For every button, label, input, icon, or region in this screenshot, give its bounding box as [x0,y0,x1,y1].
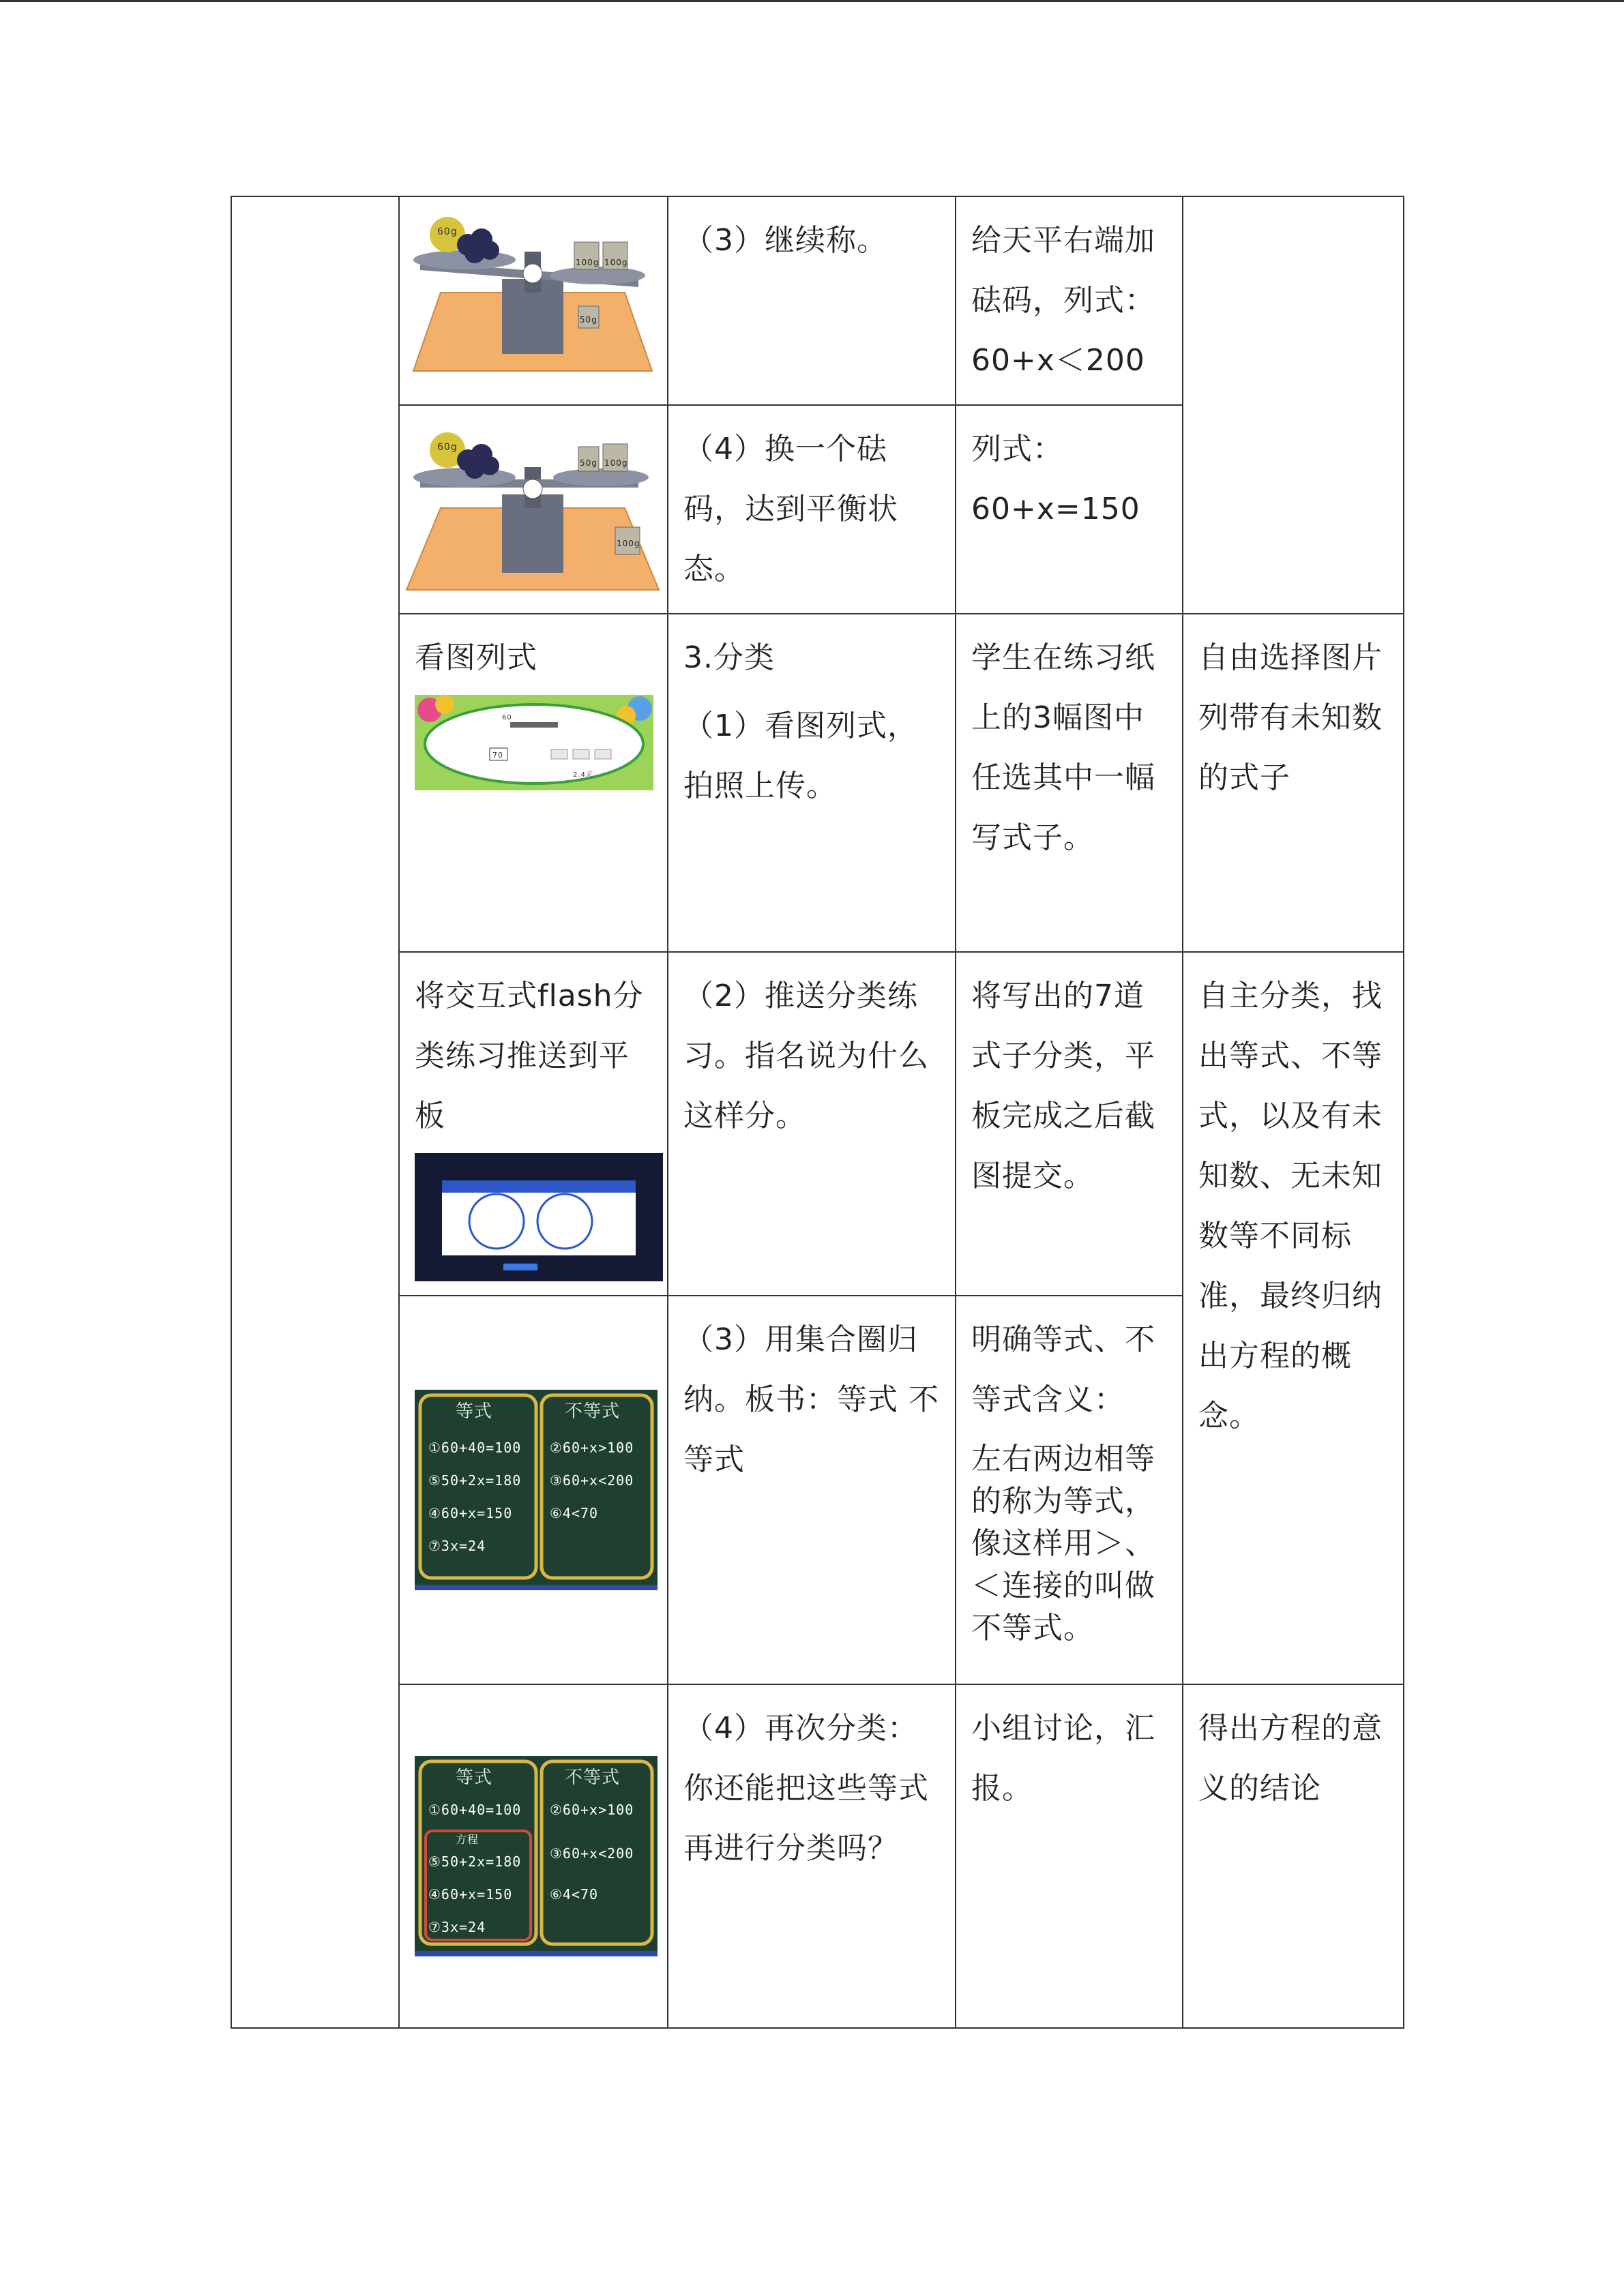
media-cell [399,1684,668,2028]
board-title: 不等式 [565,1768,621,1788]
weight-label: 100g [576,258,600,267]
board-equation: ④60+x=150 [428,1886,513,1903]
board-equation: ②60+x>100 [550,1440,634,1456]
board-equation: ①60+40=100 [428,1440,522,1456]
merged-first-column [231,196,399,2028]
activity-cell: （4）换一个砝码，达到平衡状态。 [668,405,956,614]
lesson-plan-table [231,196,1404,2029]
balance-scale-illustration [400,197,666,384]
board-subtitle: 方程 [456,1833,479,1846]
table-row [231,614,1404,952]
weight-label: 100g [604,258,628,267]
board-equation: ⑦3x=24 [428,1538,486,1554]
chalkboard-photo [415,1390,658,1590]
student-cell: 明确等式、不等式含义： 左右两边相等的称为等式，像这样用＞、＜连接的叫做不等式。 [956,1296,1183,1684]
board-equation: ①60+40=100 [428,1802,522,1818]
student-cell: 小组讨论，汇报。 [956,1684,1183,2028]
table-row [231,1684,1404,2028]
picture-equation-thumbnail [415,695,653,790]
board-title: 等式 [456,1401,493,1422]
top-rule [0,0,1624,2]
weight-label: 60g [437,226,458,237]
activity-cell: 3.分类 （1）看图列式，拍照上传。 [668,614,956,952]
student-cell: 学生在练习纸上的3幅图中任选其中一幅写式子。 [956,614,1183,952]
student-cell: 将写出的7道式子分类，平板完成之后截图提交。 [956,952,1183,1296]
media-caption: 看图列式 [415,640,537,675]
board-equation: ⑦3x=24 [428,1919,486,1935]
balance-image-1 [399,196,668,405]
weight-label: 50g [580,315,597,325]
table-row [231,952,1404,1296]
weight-label: 60g [437,442,458,453]
board-equation: ⑥4<70 [550,1886,599,1903]
thumb-label: 60 [502,714,512,721]
balance-scale-illustration [400,406,666,610]
balance-image-2 [399,405,668,614]
board-title: 等式 [456,1768,493,1788]
board-equation: ②60+x>100 [550,1802,634,1818]
student-cell: 给天平右端加砝码，列式：60+x＜200 [956,196,1183,405]
intent-cell [1183,196,1404,614]
board-equation: ⑤50+2x=180 [428,1853,522,1870]
tablet-screenshot [415,1153,663,1281]
table-row [231,196,1404,405]
board-equation: ④60+x=150 [428,1505,513,1521]
board-title: 不等式 [565,1401,621,1422]
activity-cell: （2）推送分类练习。指名说为什么这样分。 [668,952,956,1296]
media-cell [399,1296,668,1684]
weight-label: 100g [617,539,640,548]
board-equation: ⑥4<70 [550,1505,599,1521]
activity-cell: （4）再次分类：你还能把这些等式再进行分类吗？ [668,1684,956,2028]
activity-cell: （3）用集合圈归纳。板书：等式 不等式 [668,1296,956,1684]
student-cell: 列式：60+x=150 [956,405,1183,614]
board-equation: ③60+x<200 [550,1845,634,1862]
chalkboard-photo [415,1756,658,1956]
activity-cell: （3）继续称。 [668,196,956,405]
weight-label: 100g [604,458,628,468]
weight-label: 50g [580,458,597,468]
thumb-label: 2.4元 [573,771,593,779]
intent-cell: 自主分类，找出等式、不等式，以及有未知数、无未知数等不同标准，最终归纳出方程的概念。 [1183,952,1404,1684]
board-equation: ③60+x<200 [550,1472,634,1489]
intent-cell: 自由选择图片列带有未知数的式子 [1183,614,1404,952]
media-cell [399,952,668,1296]
intent-cell: 得出方程的意义的结论 [1183,1684,1404,2028]
media-cell [399,614,668,952]
thumb-label: 70 [492,751,503,760]
board-equation: ⑤50+2x=180 [428,1472,522,1489]
media-caption: 将交互式flash分类练习推送到平板 [415,979,644,1133]
